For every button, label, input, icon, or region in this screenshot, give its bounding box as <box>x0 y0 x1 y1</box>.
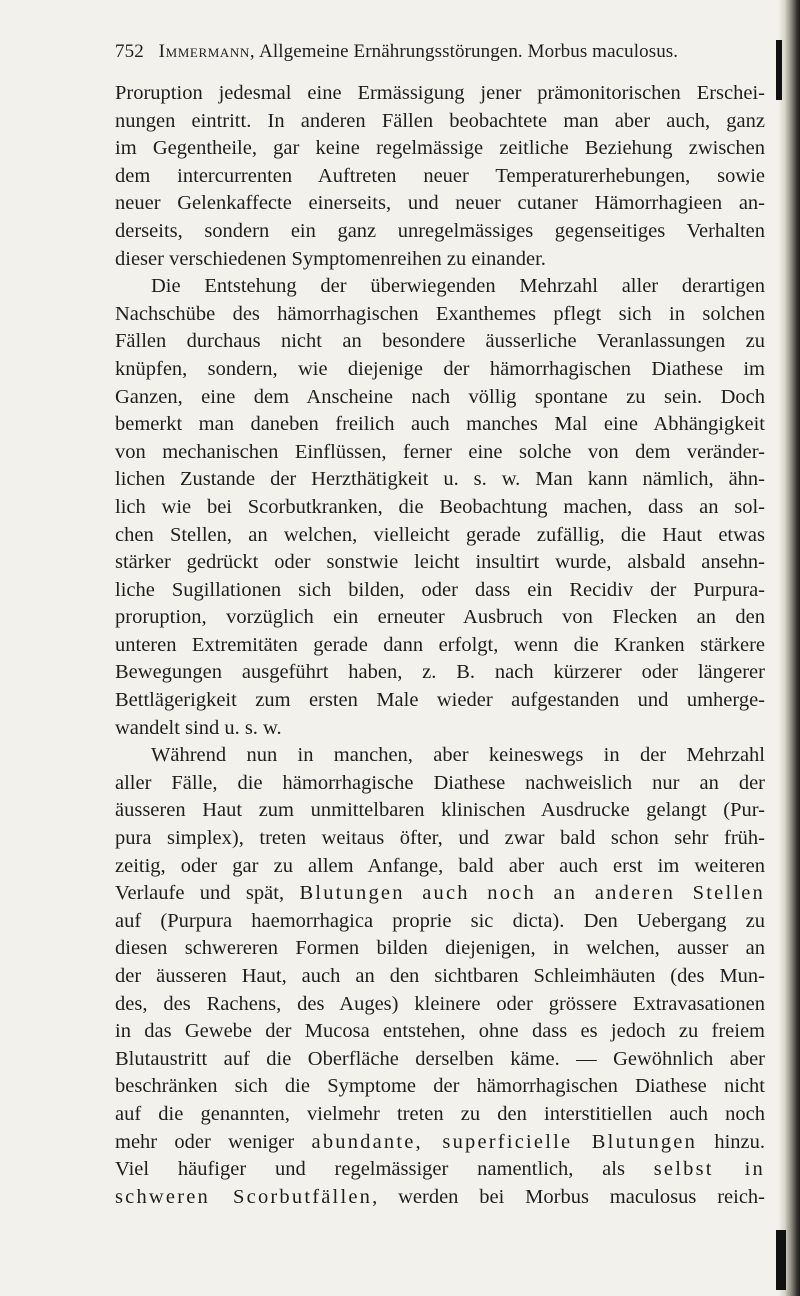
text-line: unteren Extremitäten gerade dann erfolgt, wenn die Kranken stärkere <box>115 633 765 656</box>
text-line: neuer Gelenkaffecte einerseits, und neuer cutaner Hämorrhagieen an- <box>115 192 765 215</box>
text-line: lich wie bei Scorbutkranken, die Beobachtung machen, dass an sol- <box>115 495 765 518</box>
running-head <box>115 40 775 64</box>
emphasized-phrase: abundante, superficielle Blutungen <box>311 1130 698 1153</box>
text-line: Verlaufe und spät, Blutungen auch noch an anderen Stellen <box>115 882 766 905</box>
body-text <box>115 80 765 1211</box>
text-line: knüpfen, sondern, wie diejenige der hämorrhagischen Diathese im <box>115 357 765 380</box>
text-line: äusseren Haut zum unmittelbaren klinischen Ausdrucke gelangt (Pur- <box>115 799 765 822</box>
text-line: beschränken sich die Symptome der hämorrhagischen Diathese nicht <box>115 1075 765 1098</box>
text-line: bemerkt man daneben freilich auch manches Mal eine Abhängigkeit <box>115 413 765 436</box>
emphasized-phrase: selbst in <box>653 1158 765 1181</box>
text-line: auf (Purpura haemorrhagica proprie sic dicta). Den Uebergang zu <box>115 909 765 932</box>
text-line: mehr oder weniger abundante, superficielle Blutungen hinzu. <box>115 1130 766 1153</box>
text-line: dem intercurrenten Auftreten neuer Temperaturerhebungen, sowie <box>115 164 765 187</box>
text-line: Bewegungen ausgeführt haben, z. B. nach kürzerer oder längerer <box>115 661 765 684</box>
header-author: Immermann, <box>158 41 256 62</box>
text-line: chen Stellen, an welchen, vielleicht gerade zufällig, die Haut etwas <box>115 523 765 546</box>
text-line: diesen schwereren Formen bilden diejenigen, in welchen, ausser an <box>115 937 765 960</box>
text-line: Fällen durchaus nicht an besondere äusserliche Veranlassungen zu <box>115 330 765 353</box>
text-line: Viel häufiger und regelmässiger namentlich, als selbst in <box>115 1158 765 1181</box>
text-line: der äusseren Haut, auch an den sichtbaren Schleimhäuten (des Mun- <box>115 965 765 987</box>
text-line: pura simplex), treten weitaus öfter, und zwar bald schon sehr früh- <box>115 827 765 850</box>
scanned-page-edge <box>778 0 800 1296</box>
text-line: schweren Scorbutfällen, werden bei Morbus maculosus reich- <box>115 1185 766 1208</box>
text-line: nungen eintritt. In anderen Fällen beobachtete man aber auch, ganz <box>115 109 765 132</box>
text-line: Die Entstehung der überwiegenden Mehrzahl aller derartigen <box>151 275 765 298</box>
text-line: lichen Zustande der Herzthätigkeit u. s. w. Man kann nämlich, ähn- <box>115 468 765 491</box>
text-line: stärker gedrückt oder sonstwie leicht insultirt wurde, alsbald ansehn- <box>115 551 765 574</box>
text-line: Proruption jedesmal eine Ermässigung jener prämonitorischen Erschei- <box>115 82 765 104</box>
text-line: im Gegentheile, gar keine regelmässige zeitliche Beziehung zwischen <box>115 137 765 160</box>
text-line: aller Fälle, die hämorrhagische Diathese nachweislich nur an der <box>115 771 765 794</box>
text-line: dieser verschiedenen Symptomenreihen zu einander. <box>115 247 546 270</box>
text-line: zeitig, oder gar zu allem Anfange, bald aber auch erst im weiteren <box>115 854 765 877</box>
header-title: Allgemeine Ernährungsstörungen. Morbus maculosus. <box>259 41 679 62</box>
text-line: von mechanischen Einflüssen, ferner eine solche von dem veränder- <box>115 440 765 463</box>
text-line: wandelt sind u. s. w. <box>115 716 282 739</box>
emphasized-phrase: Blutungen auch noch an anderen Stellen <box>299 882 766 905</box>
edge-shadow-mark <box>776 1230 786 1290</box>
text-line: derseits, sondern ein ganz unregelmässiges gegenseitiges Verhalten <box>115 219 765 242</box>
text-line: des, des Rachens, des Auges) kleinere oder grössere Extravasationen <box>115 992 765 1015</box>
text-line: Nachschübe des hämorrhagischen Exanthemes pflegt sich in solchen <box>115 302 765 325</box>
text-line: auf die genannten, vielmehr treten zu den interstitiellen auch noch <box>115 1102 765 1125</box>
page-number: 752 <box>115 41 144 62</box>
text-line: Bettlägerigkeit zum ersten Male wieder aufgestanden und umherge- <box>115 689 765 712</box>
text-line: Ganzen, eine dem Anscheine nach völlig spontane zu sein. Doch <box>115 385 765 408</box>
edge-shadow-mark <box>776 40 782 100</box>
emphasized-phrase: schweren Scorbutfällen <box>115 1185 373 1208</box>
text-line: in das Gewebe der Mucosa entstehen, ohne dass es jedoch zu freiem <box>115 1020 765 1043</box>
text-line: Blutaustritt auf die Oberfläche derselben käme. — Gewöhnlich aber <box>115 1047 765 1070</box>
text-line: liche Sugillationen sich bilden, oder dass ein Recidiv der Purpura- <box>115 578 765 601</box>
text-line: proruption, vorzüglich ein erneuter Ausbruch von Flecken an den <box>115 606 765 629</box>
text-line: Während nun in manchen, aber keineswegs in der Mehrzahl <box>151 744 765 767</box>
